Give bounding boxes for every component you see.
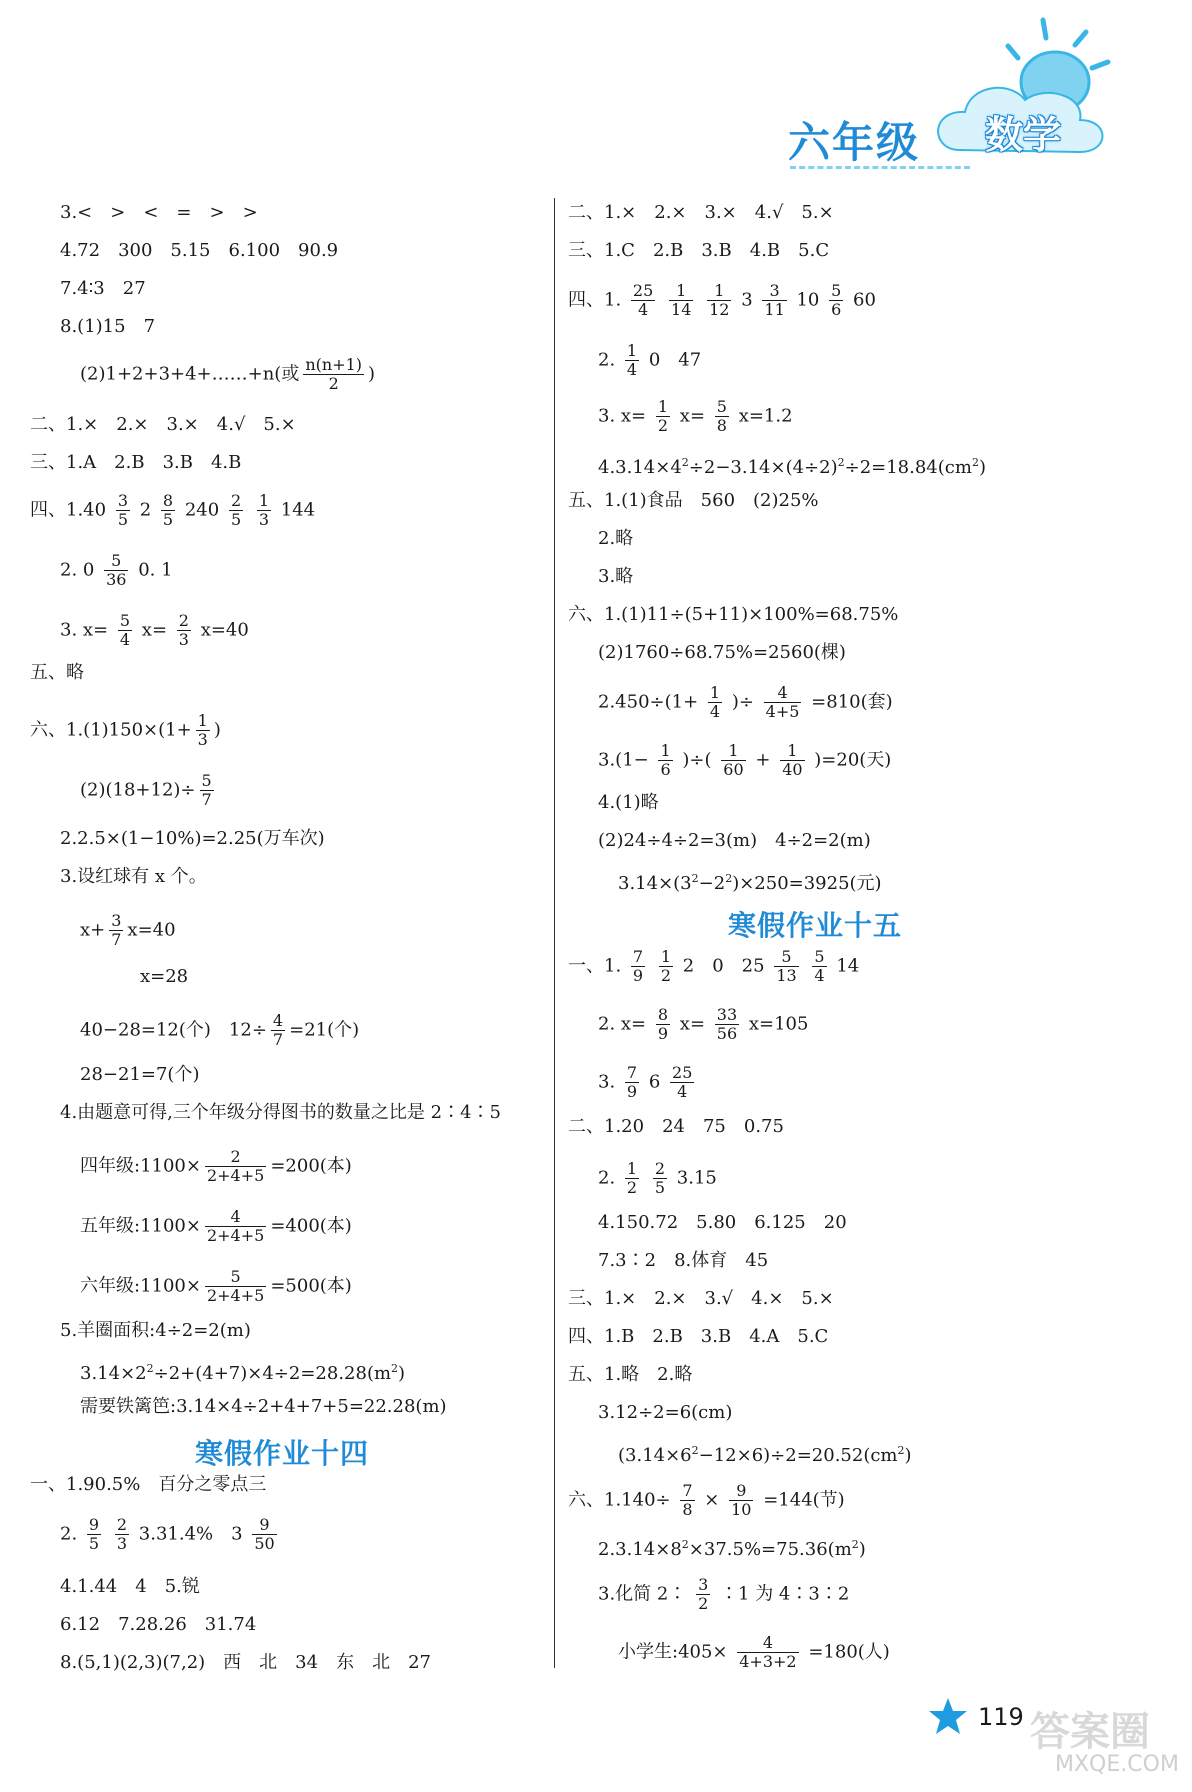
answer-line: 2.略 [598,528,634,549]
answer-line: 3. $\frac{7}{9}$ 6 $\frac{25}{4}$ [598,1063,693,1101]
answer-line: (2)(18+12)÷ $\frac{5}{7}$ [80,771,212,809]
fraction: $\frac{1}{4}$ [626,341,638,379]
fraction: $\frac{n(n+1)}{2}$ [305,355,363,393]
answer-line: (2)24÷4÷2=3(m) 4÷2=2(m) [598,830,871,851]
answer-line: 4.1.44 4 5.锐 [60,1576,200,1597]
answer-line: 2. $\frac{9}{5}$ $\frac{2}{3}$ 3.31.4% 3 $\frac{9}{50}$ [60,1515,275,1553]
answer-line: 3.(1− $\frac{1}{6}$ )÷( $\frac{1}{60}$ + $\frac{1}{40}$ )=20(天) [598,741,892,779]
answer-line: 3.设红球有 x 个。 [60,866,207,887]
answer-line: (2)1+2+3+4+……+n(或 $\frac{n(n+1)}{2}$ ) [80,355,376,393]
cloud-sun-logo [0,0,1192,190]
answer-line: 3.12÷2=6(cm) [598,1402,733,1423]
answer-line: 4.由题意可得,三个年级分得图书的数量之比是 2∶4∶5 [60,1102,501,1123]
fraction: $\frac{33}{56}$ [716,1005,738,1043]
fraction: $\frac{5}{4}$ [119,611,131,649]
header-underline [790,166,970,169]
answer-line: 一、1. $\frac{7}{9}$ $\frac{1}{2}$ 2 0 25 $\frac{5}{13}$ $\frac{5}{4}$ 14 [568,947,860,985]
answer-line: 五、1.(1)食品 560 (2)25% [568,490,819,511]
answer-line: $4.3.14\times 4^2\div 2-3.14\times(4\div 2)^2\div 2=18.84(cm^2)$ [598,456,986,478]
fraction: $\frac{7}{9}$ [632,947,644,985]
answer-line: 2. $\frac{1}{2}$ $\frac{2}{5}$ 3.15 [598,1159,717,1197]
watermark-logo: 答案圈 [1030,1709,1150,1755]
fraction: $\frac{7}{9}$ [626,1063,638,1101]
answer-line: $(3.14\times 6^2-12\times 6)\div 2=20.52(cm^2)$ [618,1444,912,1466]
answer-line: 6.12 7.28.26 31.74 [60,1614,257,1635]
watermark-url: MXQE.COM [1055,1752,1179,1777]
fraction: $\frac{3}{5}$ [117,491,128,529]
answer-line: 五、1.略 2.略 [568,1364,693,1385]
answer-line: 四、1.B 2.B 3.B 4.A 5.C [568,1326,829,1347]
fraction: $\frac{1}{3}$ [258,491,270,529]
fraction: $\frac{1}{2}$ [657,397,669,435]
section-title: 寒假作业十五 [728,909,903,942]
answer-line: 4.72 300 5.15 6.100 90.9 [60,240,339,261]
answer-line: 三、1.C 2.B 3.B 4.B 5.C [568,240,830,261]
answer-line: $2.3.14\times 8^2\times 37.5\%=75.36(m^2)$ [598,1538,866,1560]
fraction: $\frac{1}{4}$ [709,683,721,721]
answer-line: 需要铁篱笆:3.14×4÷2+4+7+5=22.28(m) [80,1396,447,1417]
fraction: $\frac{5}{2+4+5}$ [206,1267,265,1305]
fraction: $\frac{2}{3}$ [178,611,189,649]
fraction: $\frac{1}{12}$ [709,281,730,319]
answer-line: 小学生:405× $\frac{4}{4+3+2}$ =180(人) [618,1633,890,1671]
answer-line: 三、1.A 2.B 3.B 4.B [30,452,242,473]
fraction: $\frac{2}{5}$ [654,1159,666,1197]
subject-title: 数学 [985,113,1062,157]
fraction: $\frac{1}{6}$ [660,741,671,779]
answer-line: 六年级:1100× $\frac{5}{2+4+5}$ =500(本) [80,1267,352,1305]
fraction: $\frac{5}{4}$ [814,947,825,985]
column-divider [554,198,555,1668]
fraction: $\frac{5}{8}$ [716,397,727,435]
answer-line: 二、1.× 2.× 3.× 4.√ 5.× [30,414,296,435]
answer-line: 28−21=7(个) [80,1064,200,1085]
answer-line: 40−28=12(个) 12÷ $\frac{4}{7}$ =21(个) [80,1011,360,1049]
answer-line: x+ $\frac{3}{7}$ x=40 [80,911,176,949]
grade-title: 六年级 [788,118,921,167]
fraction: $\frac{4}{4+3+2}$ [739,1633,797,1671]
fraction: $\frac{5}{6}$ [831,281,842,319]
fraction: $\frac{9}{50}$ [254,1515,275,1553]
answer-line: 四、1.40 $\frac{3}{5}$ 2 $\frac{8}{5}$ 240 $\frac{2}{5}$ $\frac{1}{3}$ 144 [30,491,316,529]
page-number: 119 [978,1703,1024,1731]
answer-line: 五年级:1100× $\frac{4}{2+4+5}$ =400(本) [80,1207,352,1245]
answer-line: 2.2.5×(1−10%)=2.25(万车次) [60,828,325,849]
fraction: $\frac{5}{13}$ [776,947,797,985]
fraction: $\frac{3}{7}$ [111,911,122,949]
answer-line: $3.14\times(3^2-2^2)\times 250=3925$(元) [618,872,882,894]
fraction: $\frac{3}{11}$ [764,281,785,319]
answer-line: 3.化简 2∶ $\frac{3}{2}$ ∶1 为 4∶3∶2 [598,1575,850,1613]
answer-line: 3. x= $\frac{1}{2}$ x= $\frac{5}{8}$ x=1.2 [598,397,793,435]
fraction: $\frac{9}{10}$ [731,1481,752,1519]
fraction: $\frac{1}{40}$ [782,741,803,779]
star-icon [928,1696,968,1736]
answer-line: 4.150.72 5.80 6.125 20 [598,1212,847,1233]
fraction: $\frac{4}{2+4+5}$ [206,1207,265,1245]
answer-line: 五、略 [30,662,84,683]
answer-line: 二、1.× 2.× 3.× 4.√ 5.× [568,202,834,223]
fraction: $\frac{1}{3}$ [197,711,208,749]
fraction: $\frac{25}{4}$ [632,281,654,319]
answer-line: 三、1.× 2.× 3.√ 4.× 5.× [568,1288,834,1309]
answer-line: 7.4∶3 27 [60,278,146,299]
fraction: $\frac{1}{2}$ [660,947,672,985]
fraction: $\frac{9}{5}$ [88,1515,100,1553]
fraction: $\frac{5}{7}$ [201,771,212,809]
fraction: $\frac{8}{5}$ [162,491,174,529]
fraction: $\frac{5}{36}$ [106,551,127,589]
fraction: $\frac{25}{4}$ [672,1063,693,1101]
answer-line: 3.略 [598,566,634,587]
answer-line: 2.450÷(1+ $\frac{1}{4}$ )÷ $\frac{4}{4+5}$ =810(套) [598,683,893,721]
fraction: $\frac{2}{3}$ [116,1515,128,1553]
answer-line: 四年级:1100× $\frac{2}{2+4+5}$ =200(本) [80,1147,352,1185]
answer-line: x=28 [140,966,189,987]
answer-line: 六、1.(1)11÷(5+11)×100%=68.75% [568,604,899,625]
answer-line: 5.羊圈面积:4÷2=2(m) [60,1320,251,1341]
answer-line: 二、1.20 24 75 0.75 [568,1116,784,1137]
fraction: $\frac{2}{5}$ [230,491,242,529]
fraction: $\frac{7}{8}$ [682,1481,693,1519]
answer-line: 2. $\frac{1}{4}$ 0 47 [598,341,702,379]
fraction: $\frac{8}{9}$ [657,1005,669,1043]
section-title: 寒假作业十四 [195,1437,370,1470]
fraction: $\frac{3}{2}$ [698,1575,709,1613]
answer-line: 8.(5,1)(2,3)(7,2) 西 北 34 东 北 27 [60,1652,431,1673]
answer-line: 7.3∶2 8.体育 45 [598,1250,769,1271]
answer-line: 六、1.140÷ $\frac{7}{8}$ × $\frac{9}{10}$ =144(节) [568,1481,845,1519]
answer-line: 2. x= $\frac{8}{9}$ x= $\frac{33}{56}$ x=105 [598,1005,809,1043]
fraction: $\frac{1}{14}$ [671,281,692,319]
answer-line: 8.(1)15 7 [60,316,156,337]
answer-line: 3. x= $\frac{5}{4}$ x= $\frac{2}{3}$ x=40 [60,611,249,649]
answer-line: 四、1. $\frac{25}{4}$ $\frac{1}{14}$ $\frac{1}{12}$ 3 $\frac{3}{11}$ 10 $\frac{5}{6}$ 60 [568,281,876,319]
answer-line: 一、1.90.5% 百分之零点三 [30,1474,267,1495]
answer-line: $3.14\times 2^2\div 2+(4+7)\times 4\div 2=28.28(m^2)$ [80,1362,406,1384]
fraction: $\frac{1}{60}$ [723,741,744,779]
answer-line: 3.< > < = > > [60,202,258,223]
page-header [0,0,1192,190]
fraction: $\frac{4}{4+5}$ [765,683,800,721]
fraction: $\frac{4}{7}$ [272,1011,284,1049]
answer-line: (2)1760÷68.75%=2560(棵) [598,642,846,663]
answer-line: 2. 0 $\frac{5}{36}$ 0. 1 [60,551,173,589]
answer-line: 六、1.(1)150×(1+ $\frac{1}{3}$ ) [30,711,221,749]
fraction: $\frac{2}{2+4+5}$ [206,1147,265,1185]
answer-line: 4.(1)略 [598,792,659,813]
fraction: $\frac{1}{2}$ [626,1159,638,1197]
